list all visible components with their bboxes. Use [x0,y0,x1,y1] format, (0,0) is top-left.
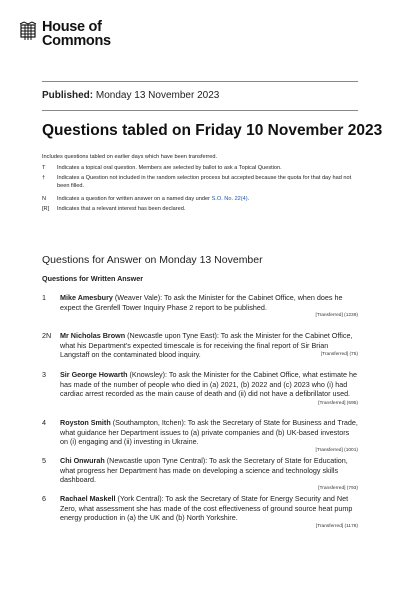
question-constituency: (Weaver Vale): [114,293,163,302]
portcullis-icon [18,20,38,42]
question-body [60,418,358,454]
question-constituency: (Newcastle upon Tyne Central): [106,456,208,465]
question-tag: [Transferred] (793) [318,485,358,491]
question-asker: Rachael Maskell [60,494,116,503]
published-date: Monday 13 November 2023 [95,90,220,101]
logo-wordmark [42,20,111,48]
question-tag: [Transferred] (1178) [315,523,358,529]
key-code: † [42,175,46,181]
question-number: 6 [42,494,46,503]
question-tag: [Transferred] (1001) [315,447,358,453]
key-description-end: . [247,196,250,202]
key-description-text: Indicates a question for written answer on a named day under [57,196,210,202]
parliament-logo [18,20,111,48]
question-text: To ask the Minister for the Cabinet Office, what his Department's expected timescale is for receiving the final report of Sir Brian Langstaff on the contaminated blood inquiry. [60,331,353,360]
question-text: To ask the Minister for the Cabinet Office, when does he expect the Grenfell Tower Inquiry Phase 2 report to be published. [60,293,343,312]
published-label: Published: [42,90,94,101]
question-body [60,293,358,319]
bottom-divider [42,110,358,111]
question-text: To ask the Secretary of State for Education, what progress her Department has made on developing a science and technology skills dashboard. [60,456,348,485]
question-number: 5 [42,456,46,465]
question-asker: Mr Nicholas Brown [60,331,126,340]
question-tag: [Transferred] (75) [320,352,358,358]
question-text: To ask the Secretary of State for Energy Security and Net Zero, what assessment she has made of the cost effectiveness of ground source heat pump energy production in (a) the UK and (b) North Yorkshire. [60,494,353,523]
key-code: [R] [42,206,50,212]
question-asker: Chi Onwurah [60,456,105,465]
question-constituency: (Knowsley): [129,370,168,379]
key-description: Indicates that a relevant interest has been declared. [57,206,186,212]
sub-heading: Questions for Written Answer [42,274,144,283]
question-tag: [Transferred] (1239) [315,313,358,319]
question-asker: Mike Amesbury [60,293,113,302]
question-constituency: (Southampton, Itchen): [112,418,186,427]
question-text: To ask the Minister for the Cabinet Office, what estimate he has made of the number of people who died in (a) 2021, (b) 2022 and (c) 2023 who (i) had cardiac arrest recorded as the main cause of death and (ii) did not have a defibrillator used. [60,370,357,399]
question-body [60,456,358,492]
published-line [42,90,219,101]
question-number: 2N [42,331,52,340]
question-number: 3 [42,370,46,379]
question-asker: Royston Smith [60,418,111,427]
question-body [60,370,358,408]
question-text: To ask the Secretary of State for Business and Trade, what guidance her Department issues to (a) private companies and (b) UK-based investors on (i) engaging and (ii) investing in Ukraine. [60,418,358,447]
logo-line-2: Commons [42,33,111,49]
key-description: Indicates a Question not included in the random selection process but accepted because the quota for that day had not been filled. [57,175,352,189]
key-code: N [42,196,47,202]
question-tag: [Transferred] (695) [318,400,358,406]
section-heading: Questions for Answer on Monday 13 November [42,254,263,266]
question-body [60,494,358,530]
question-body [60,331,358,360]
logo-line-1: House of [42,19,102,35]
key-description: Indicates a topical oral question. Members are selected by ballot to ask a Topical Question. [57,165,282,171]
page-title: Questions tabled on Friday 10 November 2023 [42,122,383,139]
question-constituency: (York Central): [117,494,164,503]
question-asker: Sir George Howarth [60,370,128,379]
key-description [57,196,357,204]
top-divider [42,81,358,82]
key-code: T [42,165,46,171]
intro-text: Includes questions tabled on earlier days which have been transferred. [42,154,218,160]
question-constituency: (Newcastle upon Tyne East): [127,331,219,340]
question-number: 4 [42,418,46,427]
question-number: 1 [42,293,46,302]
standing-order-link[interactable]: S.O. No. 22(4) [211,196,248,202]
